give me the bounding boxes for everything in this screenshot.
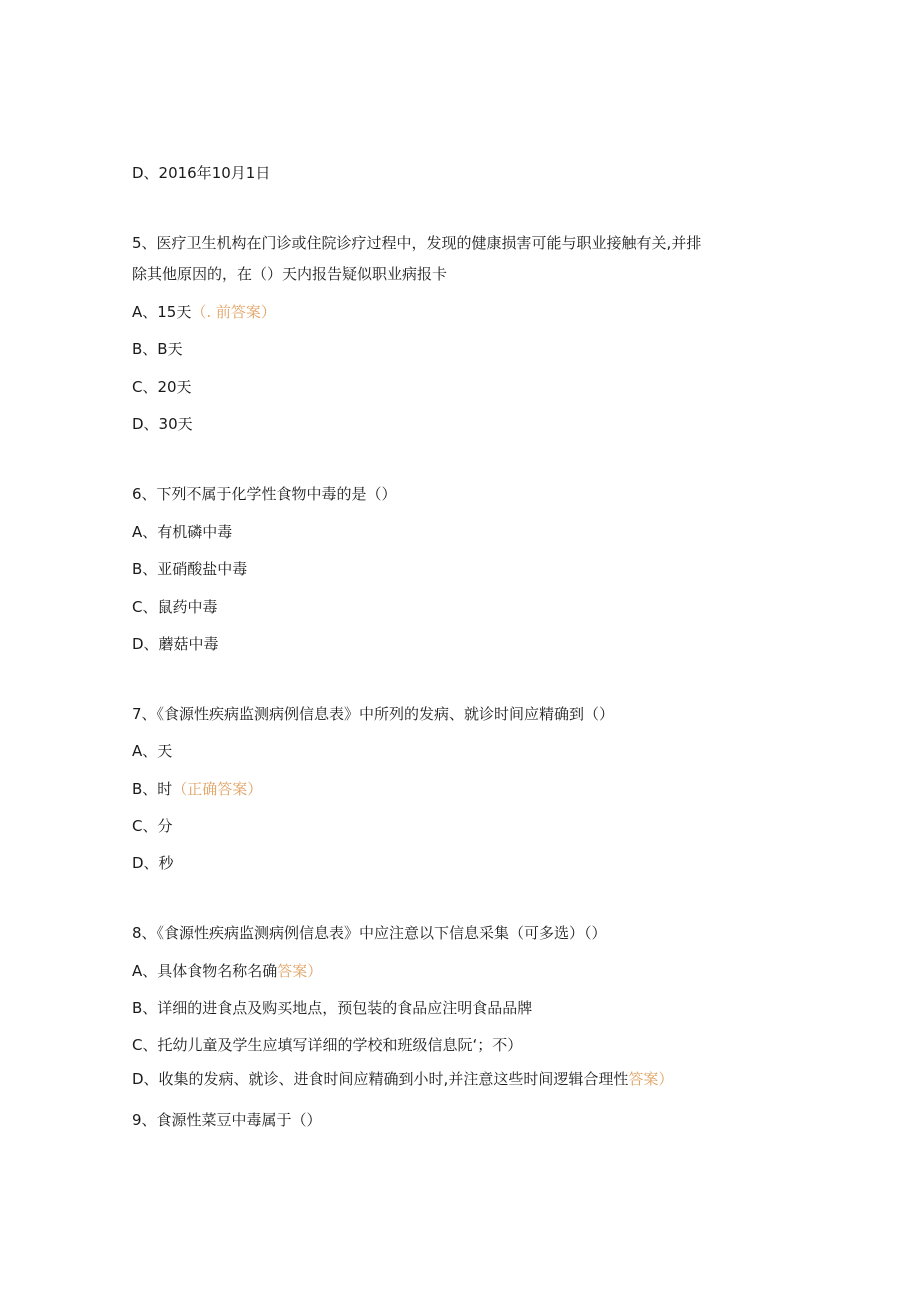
q5-stem-line1: 5、医疗卫生机构在门诊或住院诊疗过程中，发现的健康损害可能与职业接触有关,并排: [132, 234, 702, 252]
q5-option-a: [132, 302, 276, 322]
q7-option-a: A、天: [132, 742, 173, 760]
q8-option-d-text: D、收集的发病、就诊、进食时间应精确到小时,并注意这些时间逻辑合理性: [132, 1070, 629, 1088]
q5-option-d: D、30天: [132, 415, 193, 433]
q8-option-a-text: A、具体食物名称名确: [132, 962, 278, 980]
q6-stem: 6、下列不属于化学性食物中毒的是（）: [132, 485, 397, 503]
q6-option-c: C、鼠药中毒: [132, 598, 218, 616]
q8-option-c: C、托幼儿童及学生应填写详细的学校和班级信息阮‘；不）: [132, 1036, 523, 1054]
q6-option-d: D、蘑菇中毒: [132, 635, 219, 653]
q8-option-b: B、详细的进食点及购买地点，预包装的食品应注明食品品牌: [132, 999, 533, 1017]
q7-option-c: C、分: [132, 817, 173, 835]
q5-option-a-text: A、15天: [132, 303, 192, 321]
q5-option-c: C、20天: [132, 378, 192, 396]
q5-stem-line2: 除其他原因的，在（）天内报告疑似职业病报卡: [132, 265, 448, 283]
q6-option-b: B、亚硝酸盐中毒: [132, 560, 248, 578]
q7-option-b: [132, 779, 262, 799]
q9-stem: 9、食源性菜豆中毒属于（）: [132, 1111, 322, 1129]
q7-answer-mark: （正确答案）: [172, 780, 263, 798]
q4-option-d: D、2016年10月1日: [132, 164, 271, 182]
q5-answer-mark: （. 前答案）: [191, 303, 276, 321]
q8-option-a-answer-mark: 答案）: [277, 962, 323, 980]
q7-stem: 7、《食源性疾病监测病例信息表》中所列的发病、就诊时间应精确到（）: [132, 705, 615, 723]
q6-option-a: A、有机磷中毒: [132, 523, 233, 541]
q7-option-d: D、秒: [132, 854, 174, 872]
q8-option-d-answer-mark: 答案）: [628, 1070, 674, 1088]
q8-option-d: [132, 1069, 673, 1089]
q7-option-b-text: B、时: [132, 780, 173, 798]
q8-option-a: [132, 961, 322, 981]
q5-option-b: B、B天: [132, 340, 183, 358]
q8-stem: 8、《食源性疾病监测病例信息表》中应注意以下信息采集（可多选）（）: [132, 924, 607, 942]
